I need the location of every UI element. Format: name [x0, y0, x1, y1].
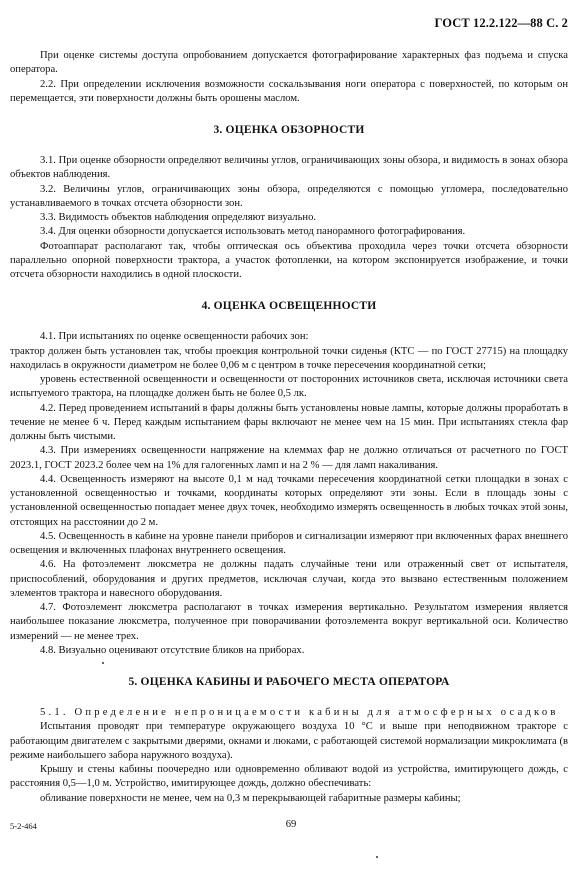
section-heading: 4. ОЦЕНКА ОСВЕЩЕННОСТИ	[201, 300, 377, 313]
paragraph: Крышу и стены кабины поочередно или одновременно обливают водой из устройства, имитирующего дождь, с расстояния 0,5—1,0 м. Устройство, имитирующее дождь, должно обеспечивать:	[10, 764, 568, 790]
page-body	[10, 49, 568, 806]
paragraph: обливание поверхности не менее, чем на 0,3 м перекрывающей габаритные размеры кабины;	[40, 792, 461, 804]
paragraph: 3.2. Величины углов, ограничивающих зоны обзора, определяются с помощью угломера, последовательно устанавливаемого в точках отсчета обзорности зон.	[10, 183, 568, 209]
section-heading: 5. ОЦЕНКА КАБИНЫ И РАБОЧЕГО МЕСТА ОПЕРАТОРА	[128, 676, 450, 688]
subsection-heading: 5.1. Определение непроницаемости кабины для атмосферных осадков	[40, 707, 559, 718]
running-header: ГОСТ 12.2.122—88 С. 2	[434, 16, 568, 30]
paragraph: 2.2. При определении исключения возможности соскальзывания ноги оператора с поверхностей, по которым он перемещается, эти поверхности должны быть орошены маслом.	[10, 78, 568, 104]
paragraph: 4.8. Визуально оценивают отсутствие бликов на приборах.	[40, 644, 305, 656]
paragraph: уровень естественной освещенности и освещенности от посторонних источников света, исключая источники света испытуемого трактора, на площадке должен быть не более 0,5 лк.	[10, 374, 568, 400]
paragraph: Фотоаппарат располагают так, чтобы оптическая ось объектива проходила через точки отсчета обзорности параллельно опорной поверхности трактора, а участок фотопленки, на котором экспонируется изображение, и точки отсчета обзорности находились в одной плоскости.	[10, 240, 568, 280]
paragraph: 4.4. Освещенность измеряют на высоте 0,1 м над точками пересечения координатной сетки площадки в зонах с установленной освещенностью и точками, координаты которых определяют эти зоны. Если в площадь зоны с установленной освещенностью попадает менее двух точек, необходимо измерять освещенность в любых точках этой зоны, отстоящих на расстоянии до 2 м.	[10, 473, 568, 528]
paragraph: 4.3. При измерениях освещенности напряжение на клеммах фар не должно отличаться от расчетного по ГОСТ 2023.1, ГОСТ 2023.2 более чем на 1% для галогенных ламп и на 2 % — для ламп накаливания.	[10, 445, 568, 471]
paragraph: 3.4. Для оценки обзорности допускается использовать метод панорамного фотографирования.	[40, 226, 466, 238]
section-heading: 3. ОЦЕНКА ОБЗОРНОСТИ	[213, 124, 365, 136]
paragraph: 4.2. Перед проведением испытаний в фары должны быть установлены новые лампы, которые должны проработать в течение не менее 6 ч. Перед каждым испытанием фары включают не менее чем на 15 мин. При испытаниях стекла фар должны быть чистыми.	[10, 402, 568, 442]
paragraph: Испытания проводят при температуре окружающего воздуха 10 °С и выше при неподвижном тракторе с работающим двигателем с закрытыми дверями, окнами и люками, с работающей системой нормализации микроклимата (в режиме наибольшего забора наружного воздуха).	[10, 721, 568, 761]
paragraph: 4.1. При испытаниях по оценке освещенности рабочих зон:	[40, 331, 309, 343]
paragraph: 4.6. На фотоэлемент люксметра не должны падать случайные тени или отраженный свет от испытателя, приспособлений, оборудования и других предметов, исключая случаи, когда это вызвано естественным положением элементов трактора и навесного оборудования.	[10, 559, 568, 599]
paragraph: 3.3. Видимость объектов наблюдения определяют визуально.	[40, 212, 317, 223]
page-number: 69	[285, 819, 297, 830]
paragraph: 4.5. Освещенность в кабине на уровне панели приборов и сигнализации измеряют при включенных фарах внешнего освещения и включенных плафонах внутреннего освещения.	[10, 530, 568, 556]
scan-speck	[376, 856, 378, 858]
scan-speck	[102, 662, 104, 664]
paragraph: При оценке системы доступа опробованием допускается фотографирование характерных фаз подъема и спуска оператора.	[10, 50, 568, 76]
paragraph: 3.1. При оценке обзорности определяют величины углов, ограничивающих зоны обзора, и видимость в зонах обзора объектов наблюдения.	[10, 155, 568, 181]
paragraph: 4.7. Фотоэлемент люксметра располагают в точках измерения вертикально. Результатом измерения является наибольшее показание люксметра, полученное при поворачивании фотоэлемента вокруг вертикальной оси. Количество измерений — не менее трех.	[10, 602, 568, 642]
print-code: 5-2-464	[10, 821, 37, 831]
paragraph: трактор должен быть установлен так, чтобы проекция контрольной точки сиденья (КТС — по ГОСТ 27715) на площадку находилась в окружности диаметром не более 0,06 м с центром в точке пересечения координатной сетки;	[10, 345, 568, 371]
